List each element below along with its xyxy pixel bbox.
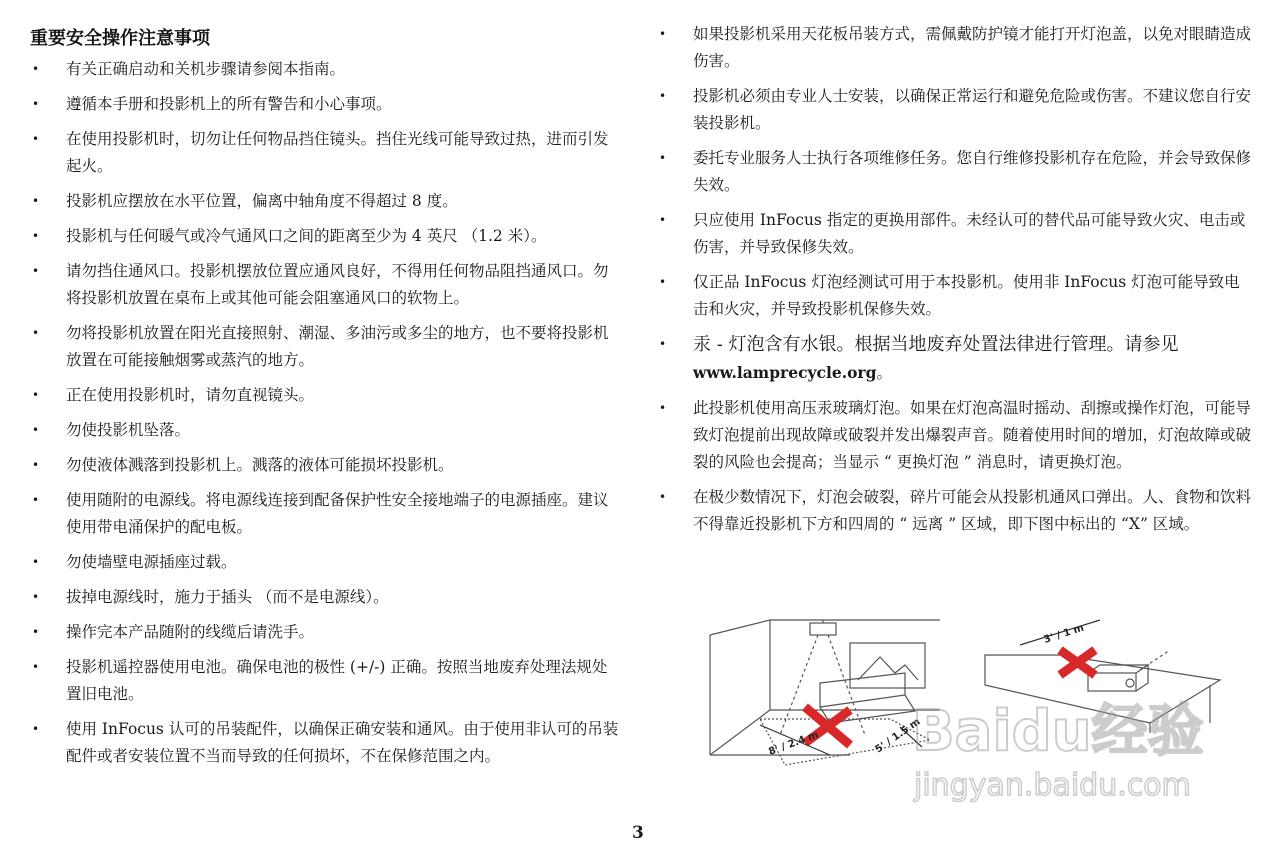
list-item: • 投影机必须由专业人士安装，以确保正常运行和避免危险或伤害。不建议您自行安装投影机。 — [657, 83, 1252, 137]
x-mark-right — [1060, 650, 1095, 675]
bullet-icon: • — [659, 89, 667, 103]
bullet-icon: • — [32, 132, 40, 146]
bullet-icon: • — [32, 458, 40, 472]
list-item: • 有关正确启动和关机步骤请参阅本指南。 — [30, 56, 622, 83]
bullet-icon: • — [32, 555, 40, 569]
page-title: 重要安全操作注意事项 — [30, 28, 210, 49]
bullet-icon: • — [32, 264, 40, 278]
list-item: • 在极少数情况下，灯泡会破裂，碎片可能会从投影机通风口弹出。人、食物和饮料不得靠近投影机下方和四周的 “ 远离 ” 区域，即下图中标出的 “X” 区域。 — [657, 484, 1252, 538]
bullet-icon: • — [659, 337, 667, 351]
list-item: • 勿使墙壁电源插座过载。 — [30, 549, 622, 576]
bullet-icon: • — [659, 401, 667, 415]
list-item: • 投影机与任何暖气或冷气通风口之间的距离至少为 4 英尺 （1.2 米）。 — [30, 223, 622, 250]
watermark-url: jingyan.baidu.com — [914, 768, 1191, 803]
watermark-brand: Baidu经验 — [912, 699, 1204, 764]
bullet-icon: • — [32, 493, 40, 507]
list-item: • 投影机应摆放在水平位置，偏离中轴角度不得超过 8 度。 — [30, 188, 622, 215]
bullet-icon: • — [32, 625, 40, 639]
bullet-icon: • — [32, 722, 40, 736]
baidu-watermark — [912, 690, 1212, 810]
bullet-icon: • — [32, 229, 40, 243]
bullet-icon: • — [32, 423, 40, 437]
bullet-icon: • — [32, 388, 40, 402]
bullet-icon: • — [32, 326, 40, 340]
list-item: • 使用随附的电源线。将电源线连接到配备保护性安全接地端子的电源插座。建议使用带电涌保护的配电板。 — [30, 487, 622, 541]
list-item: • 在使用投影机时，切勿让任何物品挡住镜头。挡住光线可能导致过热，进而引发起火。 — [30, 126, 622, 180]
list-item: • 勿使投影机坠落。 — [30, 417, 622, 444]
list-item: • 使用 InFocus 认可的吊装配件，以确保正确安装和通风。由于使用非认可的吊装配件或者安装位置不当而导致的任何损坏，不在保修范围之内。 — [30, 716, 622, 770]
recycle-url: www.lamprecycle.org — [693, 363, 877, 382]
page-number: 3 — [632, 823, 644, 843]
list-item: • 拔掉电源线时，施力于插头 （而不是电源线）。 — [30, 584, 622, 611]
ceiling-mount-scene — [710, 620, 940, 765]
list-item: • 只应使用 InFocus 指定的更换用部件。未经认可的替代品可能导致火灾、电击或伤害，并导致保修失效。 — [657, 207, 1252, 261]
list-item: • 投影机遥控器使用电池。确保电池的极性 (+/-) 正确。按照当地废弃处理法规处置旧电池。 — [30, 654, 622, 708]
list-item: • 操作完本产品随附的线缆后请洗手。 — [30, 619, 622, 646]
bullet-icon: • — [659, 151, 667, 165]
list-item: • 勿使液体溅落到投影机上。溅落的液体可能损坏投影机。 — [30, 452, 622, 479]
right-bullet-list — [657, 21, 1252, 546]
left-bullet-list — [30, 56, 622, 778]
list-item: • 勿将投影机放置在阳光直接照射、潮湿、多油污或多尘的地方，也不要将投影机放置在可能接触烟雾或蒸汽的地方。 — [30, 320, 622, 374]
bullet-icon: • — [659, 27, 667, 41]
list-item: • 此投影机使用高压汞玻璃灯泡。如果在灯泡高温时摇动、刮擦或操作灯泡，可能导致灯泡提前出现故障或破裂并发出爆裂声音。随着使用时间的增加，灯泡故障或破裂的风险也会提高；当显示 “ 更换灯泡 ” 消息时，请更换灯泡。 — [657, 395, 1252, 476]
bullet-icon: • — [659, 213, 667, 227]
bullet-icon: • — [659, 490, 667, 504]
bullet-icon: • — [32, 660, 40, 674]
label-3ft: 3' / 1 m — [1042, 622, 1086, 646]
label-5ft: 5' / 1.5 m — [873, 716, 923, 756]
list-item: • 委托专业服务人士执行各项维修任务。您自行维修投影机存在危险，并会导致保修失效。 — [657, 145, 1252, 199]
list-item: • 正在使用投影机时，请勿直视镜头。 — [30, 382, 622, 409]
list-item: • 请勿挡住通风口。投影机摆放位置应通风良好，不得用任何物品阻挡通风口。勿将投影机放置在桌布上或其他可能会阻塞通风口的软物上。 — [30, 258, 622, 312]
bullet-icon: • — [32, 62, 40, 76]
list-item-mercury: • 汞 - 灯泡含有水银。根据当地废弃处置法律进行管理。请参见 www.lamprecycle.org。 — [657, 331, 1252, 387]
mercury-warning: 汞 - 灯泡含有水银。根据当地废弃处置法律进行管理。请参见 — [693, 334, 1179, 355]
list-item: • 遵循本手册和投影机上的所有警告和小心事项。 — [30, 91, 622, 118]
bullet-icon: • — [32, 194, 40, 208]
bullet-icon: • — [32, 97, 40, 111]
bullet-icon: • — [32, 590, 40, 604]
label-8ft: 8' / 2.4 m — [767, 729, 821, 758]
bullet-icon: • — [659, 275, 667, 289]
list-item: • 如果投影机采用天花板吊装方式，需佩戴防护镜才能打开灯泡盖，以免对眼睛造成伤害。 — [657, 21, 1252, 75]
list-item: • 仅正品 InFocus 灯泡经测试可用于本投影机。使用非 InFocus 灯泡可能导致电击和火灾，并导致投影机保修失效。 — [657, 269, 1252, 323]
